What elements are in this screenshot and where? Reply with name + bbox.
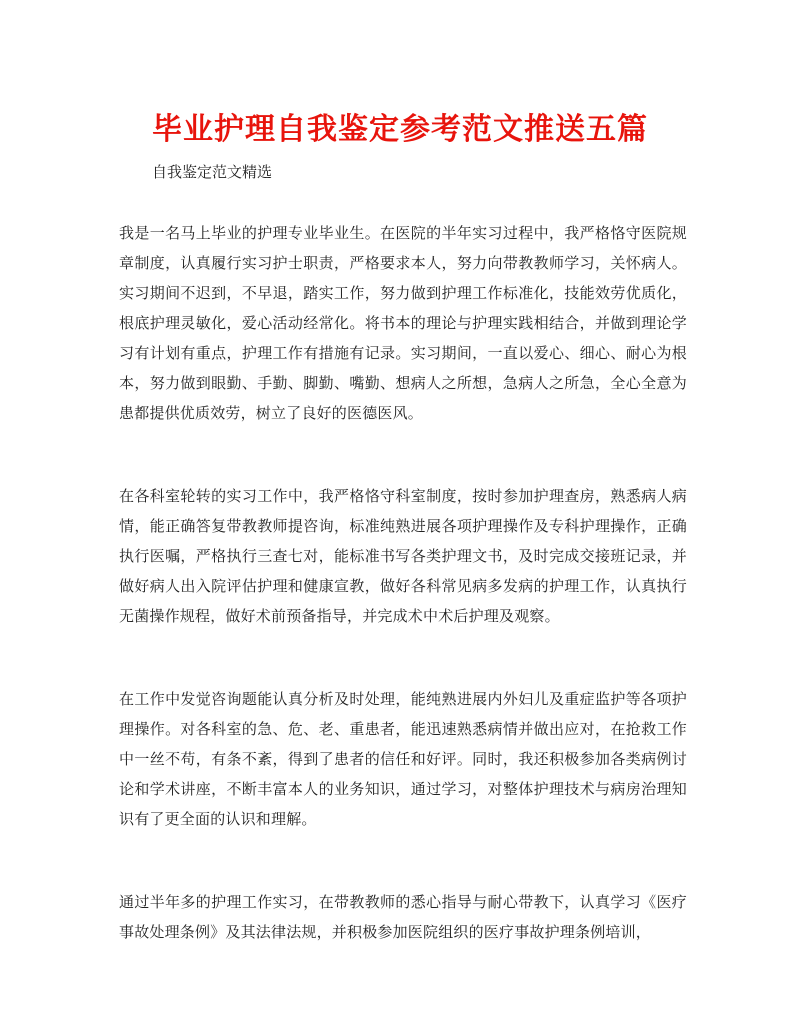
- document-subtitle: 自我鉴定范文精选: [152, 163, 273, 181]
- body-paragraph-2: 在各科室轮转的实习工作中，我严格恪守科室制度，按时参加护理查房，熟悉病人病情，能正确答复带教教师提咨询，标准纯熟进展各项护理操作及专科护理操作，正确执行医嘱，严格执行三查七对，能标准书写各类护理文书，及时完成交接班记录，并做好病人出入院评估护理和健康宣教，做好各科常见病多发病的护理工作，认真执行无菌操作规程，做好术前预备指导，并完成术中术后护理及观察。: [119, 487, 687, 625]
- document-title: 毕业护理自我鉴定参考范文推送五篇: [152, 112, 648, 147]
- body-paragraph-3: 在工作中发觉咨询题能认真分析及时处理，能纯熟进展内外妇儿及重症监护等各项护理操作。对各科室的急、危、老、重患者，能迅速熟悉病情并做出应对，在抢救工作中一丝不苟，有条不紊，得到了患者的信任和好评。同时，我还积极参加各类病例讨论和学术讲座，不断丰富本人的业务知识，通过学习，对整体护理技术与病房治理知识有了更全面的认识和理解。: [119, 690, 687, 828]
- document-body: [119, 218, 687, 1000]
- body-paragraph-4: 通过半年多的护理工作实习，在带教教师的悉心指导与耐心带教下，认真学习《医疗事故处理条例》及其法律法规，并积极参加医院组织的医疗事故护理条例培训，: [119, 893, 687, 941]
- body-paragraph-1: 我是一名马上毕业的护理专业毕业生。在医院的半年实习过程中，我严格恪守医院规章制度，认真履行实习护士职责，严格要求本人，努力向带教教师学习，关怀病人。实习期间不迟到，不早退，踏实工作，努力做到护理工作标准化，技能效劳优质化，根底护理灵敏化，爱心活动经常化。将书本的理论与护理实践相结合，并做到理论学习有计划有重点，护理工作有措施有记录。实习期间，一直以爱心、细心、耐心为根本，努力做到眼勤、手勤、脚勤、嘴勤、想病人之所想，急病人之所急，全心全意为患都提供优质效劳，树立了良好的医德医风。: [119, 224, 687, 422]
